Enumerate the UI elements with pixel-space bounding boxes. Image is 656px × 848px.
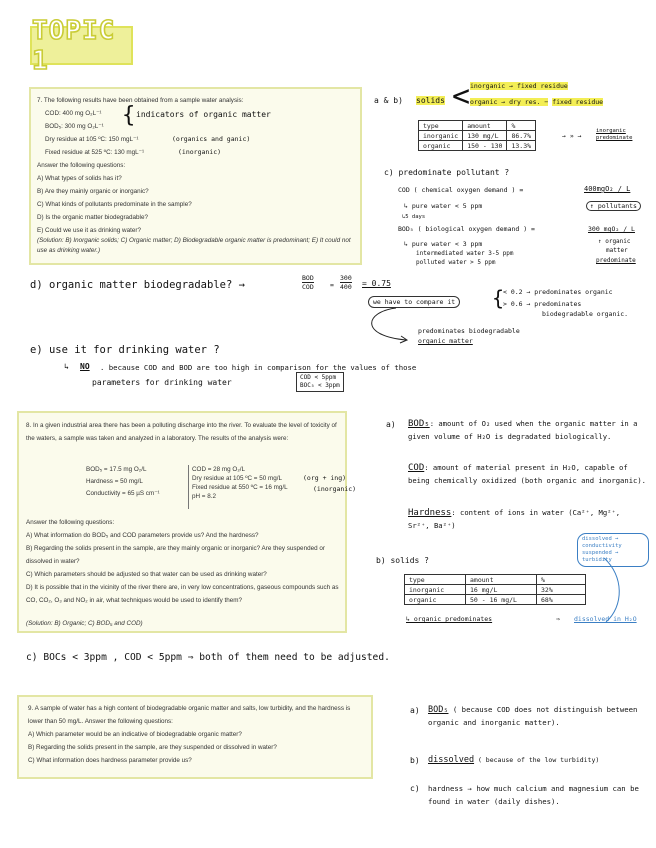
a7-th-type: type: [419, 121, 463, 131]
a7-bod-line: BOD₅ ( biological oxygen demand ) =: [398, 225, 535, 233]
a7-pollutants: ↑ pollutants: [586, 201, 641, 211]
e7-line1: . because COD and BOD are too high in comparison for the values of those: [100, 363, 417, 372]
p7-data-dry: Dry residue at 105 ºC: 150 mgL⁻¹: [45, 136, 139, 143]
a7-organic-note-2: matter: [606, 247, 628, 254]
a9-b: [428, 755, 599, 765]
problem-7-title: 7. The following results have been obtained from a sample water analysis:: [37, 97, 244, 104]
p8-left-bod: BOD₅ = 17.5 mg O₂/L: [86, 466, 147, 473]
problem-8-intro: 8. In a given industrial area there has been a polluting discharge into the river. To evaluate the level of toxicity of the waters, a sample was taken and analyzed in a laboratory. The results of the analysis were:: [26, 422, 337, 442]
d7-curve-arrow: [356, 306, 416, 346]
a8-hard-def: [408, 507, 640, 532]
a8-cod-term: COD: [408, 463, 425, 473]
a7-ab-label: a & b): [374, 96, 403, 105]
p7-note-inorganic: (inorganic): [178, 148, 222, 156]
p8-left-conductivity: Conductivity = 65 µS cm⁻¹: [86, 490, 160, 497]
a8-b-label: b) solids ?: [376, 556, 429, 565]
a7-intermed: intermediated water 3-5 ppm: [416, 250, 514, 257]
a8-hard-text: : content of ions in water (Ca²⁺, Mg²⁺, Sr²⁺, Ba²⁺): [408, 508, 621, 530]
a7-cod-line: COD ( chemical oxygen demand ) =: [398, 186, 524, 194]
a7-bod-value: 300 mgO₂ / L: [588, 225, 635, 233]
a7-brace: <: [452, 79, 471, 114]
a7-table-arrow: → » →: [562, 132, 582, 140]
p9-question-a: A) Which parameter would be an indicative of biodegradable organic matter?: [28, 731, 242, 738]
p8-question-d: D) It is possible that in the vicinity of the river there are, in very low concentrations, gaseous compounds such as CO, CO₂, O₃ and NO₂ in air, what techniques would be used to identify them?: [26, 584, 339, 604]
d7-frac2: [340, 274, 352, 291]
p8-right-dry: Dry residue at 105 ºC = 50 mg/L: [192, 475, 282, 482]
a7-organic-note-1: ↑ organic: [598, 238, 631, 245]
p7-question-b: B) Are they mainly organic or inorganic?: [37, 188, 149, 195]
a7-r2-amount: 150 - 130: [463, 141, 507, 151]
d7-frac2-num: 300: [340, 274, 352, 282]
a9-a-label: a): [410, 706, 420, 715]
d7-frac1-den: COD: [302, 283, 314, 291]
a7-r1-type: inorganic: [419, 131, 463, 141]
p8-right-fixed: Fixed residue at 550 ºC = 16 mg/L: [192, 484, 288, 491]
a9-a-term: BOD₅: [428, 705, 449, 715]
a7-th-amount: amount: [463, 121, 507, 131]
d7-frac2-den: 400: [340, 283, 352, 291]
a8-bod-def: [408, 418, 648, 443]
a9-a-rest: ( because COD does not distinguish between organic and inorganic matter).: [428, 705, 638, 727]
p7-answer-intro: Answer the following questions:: [37, 162, 126, 169]
a8-th-pct: %: [537, 575, 586, 585]
p8-question-a: A) What information do BOD₅ and COD parameters provide us? And the hardness?: [26, 532, 259, 539]
a7-brace-top: [470, 82, 568, 90]
d7-r1: < 0.2 → predominates organic: [503, 288, 613, 296]
a8-r1-amount: 16 mg/L: [466, 585, 537, 595]
p8-left-hardness: Hardness = 50 mg/L: [86, 478, 143, 485]
a8-bod-text: : amount of O₂ used when the organic matter in a given volume of H₂O is degradated biologically.: [408, 419, 638, 441]
p7-note-indicators: indicators of organic matter: [136, 110, 271, 119]
c8-line: c) BOCs < 3ppm , COD < 5ppm ⇒ both of them need to be adjusted.: [26, 652, 390, 663]
a7-r2-pct: 13.3%: [507, 141, 536, 151]
a8-solids-table: [404, 574, 586, 605]
a8-cod-text: : amount of material present in H₂O, capable of being chemically oxidized (both organic and inorganic).: [408, 463, 646, 485]
a7-r1-pct: 86.7%: [507, 131, 536, 141]
p7-solution: (Solution: B) Inorganic solids; C) Organic matter; D) Biodegradable organic matter is predominant; E) It could not use as drinking water.): [37, 237, 351, 254]
a8-th-amount: amount: [466, 575, 537, 585]
a8-r2-amount: 50 - 16 mg/L: [466, 595, 537, 605]
p8-question-c: C) Which parameters should be adjusted so that water can be used as drinking water?: [26, 571, 267, 578]
e7-arrow: ↳: [64, 362, 69, 371]
a7-polluted: polluted water > 5 ppm: [416, 259, 496, 266]
a7-solids-table: [418, 120, 536, 151]
p8-divider: [188, 465, 189, 509]
a8-r2-pct: 68%: [537, 595, 586, 605]
a8-predominates: ↳ organic predominates: [406, 615, 493, 623]
p7-question-c: C) What kinds of pollutants predominate in the sample?: [37, 201, 192, 208]
p9-question-b: B) Regarding the solids present in the sample, are they suspended or dissolved in water?: [28, 744, 277, 751]
d7-frac1: [302, 274, 314, 291]
a8-bod-term: BOD₅: [408, 419, 430, 429]
a7-five-days: ↳5 days: [402, 214, 426, 220]
a8-arrow: ⇒: [556, 615, 560, 623]
d7-r3: biodegradable organic.: [542, 310, 629, 318]
e7-no: NO: [80, 362, 90, 371]
a9-c-label: c): [410, 784, 420, 793]
a8-r1-type: inorganic: [405, 585, 466, 595]
e7-label: e) use it for drinking water ?: [30, 344, 220, 356]
p8-answer: Answer the following questions:: [26, 519, 115, 526]
p8-question-b: B) Regarding the solids present in the sample, are they mainly organic or inorganic? Are they suspended or dissolved in water?: [26, 545, 325, 565]
p7-question-d: D) Is the organic matter biodegradable?: [37, 214, 148, 221]
p7-brace: {: [122, 103, 136, 128]
p8-note-inorg: (inorganic): [313, 485, 357, 493]
a8-a-label: a): [386, 420, 396, 429]
a7-r2-type: organic: [419, 141, 463, 151]
d7-brace: {: [492, 286, 505, 310]
p7-data-fixed: Fixed residue at 525 ºC: 130 mgL⁻¹: [45, 149, 145, 156]
p9-question-c: C) What information does hardness parameter provide us?: [28, 757, 192, 764]
a8-bubble-arrow: [590, 556, 630, 626]
a8-dissolved: dissolved in H₂O: [574, 615, 637, 623]
a7-cod-value: 400mgO₂ / L: [584, 185, 631, 193]
a9-b-term: dissolved: [428, 755, 475, 765]
e7-box-bod: BOC₅ < 3ppm: [300, 382, 340, 389]
a8-cod-def: [408, 462, 648, 487]
d7-eq: =: [330, 281, 334, 289]
a8-r1-pct: 32%: [537, 585, 586, 595]
p8-note-org: (org + ing): [303, 474, 347, 482]
e7-line2: parameters for drinking water: [92, 378, 232, 387]
a7-pure1: ↳ pure water < 5 ppm: [404, 202, 483, 210]
a8-r2-type: organic: [405, 595, 466, 605]
p7-note-organics: (organics and ganic): [172, 135, 251, 143]
a7-solids: solids: [416, 96, 445, 105]
a7-organic-note-3: predominate: [596, 257, 636, 264]
p7-data-cod: COD: 400 mg O₂L⁻¹: [45, 110, 102, 117]
p7-question-e: E) Could we use it as drinking water?: [37, 227, 141, 234]
p8-right-ph: pH = 8.2: [192, 493, 216, 500]
a7-table-result: inorganic predominate: [596, 128, 633, 141]
p8-solution: (Solution: B) Organic; C) BOD₅ and COD): [26, 620, 143, 627]
d7-conclusion-2: organic matter: [418, 337, 473, 345]
e7-box: [296, 372, 344, 392]
d7-compare: we have to compare it: [368, 296, 460, 308]
a7-r1-amount: 130 mg/L: [463, 131, 507, 141]
p8-right-cod: COD = 28 mg O₂/L: [192, 466, 246, 473]
a8-bubble: dissolved → conductivity suspended → turbidity: [577, 533, 649, 567]
a7-th-pct: %: [507, 121, 536, 131]
a7-brace-bottom: [470, 98, 603, 106]
a7-c-head: c) predominate pollutant ?: [384, 168, 510, 177]
a9-b-label: b): [410, 756, 420, 765]
a7-brace-top-text: inorganic → fixed residue: [470, 82, 568, 90]
a9-a: [428, 704, 642, 729]
d7-r2: > 0.6 → predominates: [503, 300, 582, 308]
d7-conclusion-1: predominates biodegradable: [418, 327, 520, 335]
a7-brace-bottom-a: organic → dry res. −: [470, 98, 549, 106]
a8-hard-term: Hardness: [408, 508, 452, 518]
a7-brace-bottom-b: fixed residue: [552, 98, 604, 106]
a9-b-rest: ( because of the low turbidity): [477, 756, 600, 764]
a9-c: hardness → how much calcium and magnesium can be found in water (daily dishes).: [428, 784, 639, 806]
topic-title: TOPIC 1: [30, 26, 133, 65]
d7-frac1-num: BOD: [302, 274, 314, 282]
problem-9-text: 9. A sample of water has a high content of biodegradable organic matter and salts, low turbidity, and the hardness is lower than 50 mg/L. Answer the following questions:: [28, 705, 351, 725]
p7-data-bod: BOD₅: 300 mg O₂L⁻¹: [45, 123, 104, 130]
a7-pure2: ↳ pure water < 3 ppm: [404, 240, 483, 248]
e7-box-cod: COD < 5ppm: [300, 374, 337, 381]
p7-question-a: A) What types of solids has it?: [37, 175, 122, 182]
d7-label: d) organic matter biodegradable? →: [30, 279, 245, 291]
a8-th-type: type: [405, 575, 466, 585]
d7-result: = 0.75: [362, 279, 391, 288]
